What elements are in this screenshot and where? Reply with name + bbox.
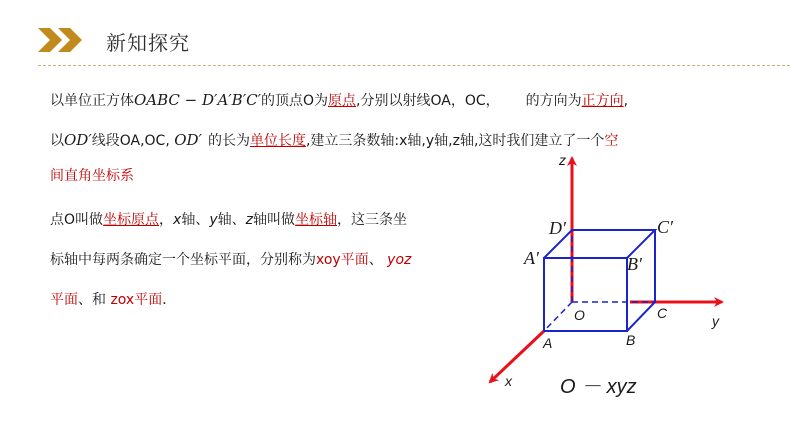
text-span: 以 — [50, 133, 64, 149]
text-span: ,建立三条数轴:x轴,y轴,z轴,这时我们建立了一个 — [305, 133, 605, 149]
segment-od: OD′ — [64, 131, 92, 149]
keyword-coordinate-axis: 坐标轴 — [294, 212, 337, 228]
page-title: 新知探究 — [106, 31, 190, 55]
text-span: 以单位正方体 — [50, 93, 134, 109]
keyword-yoz-plane: 平面 — [50, 292, 78, 308]
text-span: 点O叫做 — [50, 212, 104, 228]
label-C: C — [657, 305, 668, 321]
text-span: 轴、 — [217, 212, 246, 228]
keyword-yoz: yoz — [387, 252, 412, 268]
keyword-zox-plane: zox平面 — [110, 292, 163, 308]
text-span: 的长为 — [207, 133, 250, 149]
label-A-prime: A′ — [524, 248, 539, 268]
figure-caption: O － xyz — [560, 376, 637, 398]
text-span: 的顶点O为 — [261, 93, 329, 109]
text-span: 标轴中每两条确定一个坐标平面，分别称为 — [50, 252, 316, 268]
keyword-origin: 原点 — [328, 93, 357, 109]
var-z: z — [245, 212, 253, 228]
text-span: ， — [159, 212, 174, 228]
var-y: y — [209, 212, 218, 228]
label-C-prime: C′ — [657, 217, 673, 237]
text-span: 、 — [368, 252, 388, 268]
text-span: 、和 — [78, 292, 111, 308]
cube-notation: OABC − D′A′B′C′ — [134, 91, 261, 109]
text-span: ,分别以射线OA，OC， — [356, 93, 500, 109]
keyword-space-coords: 间直角坐标系 — [50, 168, 134, 184]
text-span: ． — [162, 292, 177, 308]
label-y: y — [712, 313, 719, 329]
var-x: x — [173, 212, 182, 228]
label-x: x — [505, 373, 512, 389]
keyword-coordinate-origin: 坐标原点 — [103, 212, 160, 228]
keyword-space-coords: 空 — [604, 133, 619, 149]
segment-od: OD′ — [174, 131, 202, 149]
text-span: 的方向为 — [525, 93, 582, 109]
cube-hidden-edge — [544, 302, 572, 331]
label-B-prime: B′ — [627, 254, 642, 274]
x-axis — [490, 331, 544, 382]
cube-edges — [544, 230, 655, 331]
text-span: 轴、 — [181, 212, 210, 228]
label-z: z — [559, 152, 566, 168]
label-D-prime: D′ — [549, 218, 566, 238]
text-span: 轴叫做 — [252, 212, 295, 228]
keyword-positive-direction: 正方向 — [581, 93, 624, 109]
text-span: ，这三条坐 — [336, 212, 407, 228]
text-span: , — [623, 93, 629, 109]
keyword-xoy-plane: xoy平面 — [316, 252, 369, 268]
text-span: 线段OA,OC, — [91, 133, 175, 149]
keyword-unit-length: 单位长度 — [249, 133, 306, 149]
label-B: B — [626, 332, 636, 348]
label-A: A — [543, 335, 553, 351]
label-O: O — [574, 307, 585, 323]
